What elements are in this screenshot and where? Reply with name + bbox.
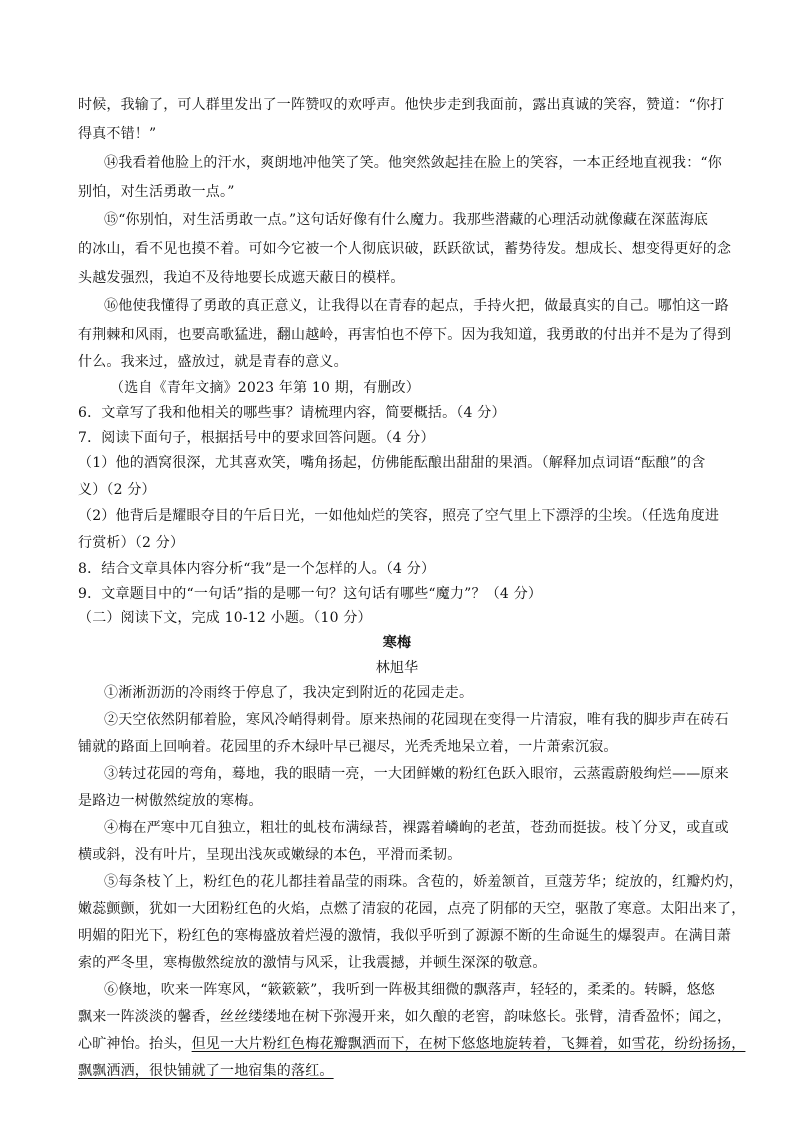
question-7-2-cont: 行赏析）（2 分） (78, 535, 185, 551)
source-note: （选自《青年文摘》2023 年第 10 期，有删改） (110, 380, 420, 396)
passage2-line: 飘来一阵淡淡的馨香，丝丝缕缕地在树下弥漫开来，如久酿的老窖，韵味悠长。张臂，清香盈怀；闻之， (78, 1009, 732, 1025)
passage1-line: 别怕，对生活勇敢一点。” (78, 184, 235, 200)
passage2-title: 寒梅 (382, 635, 412, 651)
paragraph-6: ⑥倏地，吹来一阵寒风，“簌簌簌”，我听到一阵极其细微的飘落声，轻轻的，柔柔的。转瞬，悠悠 (104, 982, 716, 998)
question-8: 8．结合文章具体内容分析“我”是一个怎样的人。（4 分） (78, 561, 436, 577)
paragraph-2: ②天空依然阴郁着脸，寒风冷峭得刺骨。原来热闹的花园现在变得一片清寂，唯有我的脚步声在砖石 (104, 712, 729, 728)
passage2-line: 索的严冬里，寒梅傲然绽放的激情与风采，让我震撼，并顿生深深的敬意。 (78, 955, 547, 971)
question-6: 6．文章写了我和他相关的哪些事？请梳理内容，简要概括。（4 分） (78, 405, 506, 421)
passage2-line: 铺就的路面上回响着。花园里的乔木绿叶早已褪尽，光秃秃地呆立着，一片萧索沉寂。 (78, 739, 618, 755)
passage2-line-mixed (78, 1034, 745, 1054)
paragraph-5: ⑤每条枝丫上，粉红色的花儿都挂着晶莹的雨珠。含苞的，娇羞颔首，亘蔻芳华；绽放的，红瓣灼灼， (104, 874, 743, 890)
passage2-line: 明媚的阳光下，粉红色的寒梅盛放着烂漫的激情，我似乎听到了源源不断的生命诞生的爆裂声。在满目萧 (78, 928, 732, 944)
question-7-2: （2）他背后是耀眼夺目的午后日光，一如他灿烂的笑容，照亮了空气里上下漂浮的尘埃。（任选角度进 (78, 508, 720, 524)
passage1-line: 得真不错！” (78, 126, 157, 142)
question-7-1: （1）他的酒窝很深，尤其喜欢笑，嘴角扬起，仿佛能酝酿出甜甜的果酒。（解释加点词语“酝酿”的含 (78, 455, 706, 471)
question-7: 7．阅读下面句子，根据括号中的要求回答问题。（4 分） (78, 430, 435, 446)
paragraph-3: ③转过花园的弯角，蓦地，我的眼睛一亮，一大团鲜嫩的粉红色跃入眼帘，云蒸霞蔚般绚烂——原来 (104, 766, 729, 782)
passage2-author: 林旭华 (375, 660, 419, 676)
paragraph-4: ④梅在严寒中兀自独立，粗壮的虬枝布满绿苔，裸露着嶙峋的老茧，苍劲而挺拔。枝丫分叉，或直或 (104, 820, 729, 836)
paragraph-1: ①淅淅沥沥的冷雨终于停息了，我决定到附近的花园走走。 (104, 685, 474, 701)
passage2-plain-text: 心旷神怡。抬头， (78, 1036, 192, 1052)
paragraph-16: ⑯他使我懂得了勇敢的真正意义，让我得以在青春的起点，手持火把，做最真实的自己。哪怕这一路 (104, 298, 729, 314)
passage1-line: 头越发强烈，我迫不及待地要长成遮天蔽日的模样。 (78, 270, 405, 286)
section-heading: （二）阅读下文，完成 10-12 小题。（10 分） (78, 610, 372, 626)
passage1-line: 的冰山，看不见也摸不着。可如今它被一个人彻底识破，跃跃欲试，蓄势待发。想成长、想变得更好的念 (78, 241, 732, 257)
underlined-sentence-end: 飘飘洒洒，很快铺就了一地宿集的落红。 (78, 1063, 334, 1079)
passage2-line: 横或斜，没有叶片，呈现出浅灰或嫩绿的本色，平滑而柔韧。 (78, 847, 462, 863)
passage2-line: 是路边一树傲然绽放的寒梅。 (78, 793, 263, 809)
paragraph-15: ⑮“你别怕，对生活勇敢一点。”这句话好像有什么魔力。我那些潜藏的心理活动就像藏在深蓝海底 (104, 212, 709, 228)
underlined-sentence: 但见一大片粉红色梅花瓣飘洒而下，在树下悠悠地旋转着，飞舞着，如雪花，纷纷扬扬， (191, 1036, 746, 1052)
question-9: 9．文章题目中的“一句话”指的是哪一句？这句话有哪些“魔力”？（4 分） (78, 586, 543, 602)
passage1-line: 时候，我输了，可人群里发出了一阵赞叹的欢呼声。他快步走到我面前，露出真诚的笑容，赞道：“你打 (78, 97, 725, 113)
passage1-line: 有荆棘和风雨，也要高歌猛进，翻山越岭，再害怕也不停下。因为我知道，我勇敢的付出并不是为了得到 (78, 327, 732, 343)
passage1-line: 什么。我来过，盛放过，就是青春的意义。 (78, 354, 348, 370)
passage2-line: 嫩蕊颤颤，犹如一大团粉红色的火焰，点燃了清寂的花园，点亮了阴郁的天空，驱散了寒意。太阳出来了， (78, 901, 746, 917)
paragraph-14: ⑭我看着他脸上的汗水，爽朗地冲他笑了笑。他突然敛起挂在脸上的笑容，一本正经地直视我：“你 (104, 155, 722, 171)
question-7-1-cont: 义）（2 分） (78, 482, 156, 498)
